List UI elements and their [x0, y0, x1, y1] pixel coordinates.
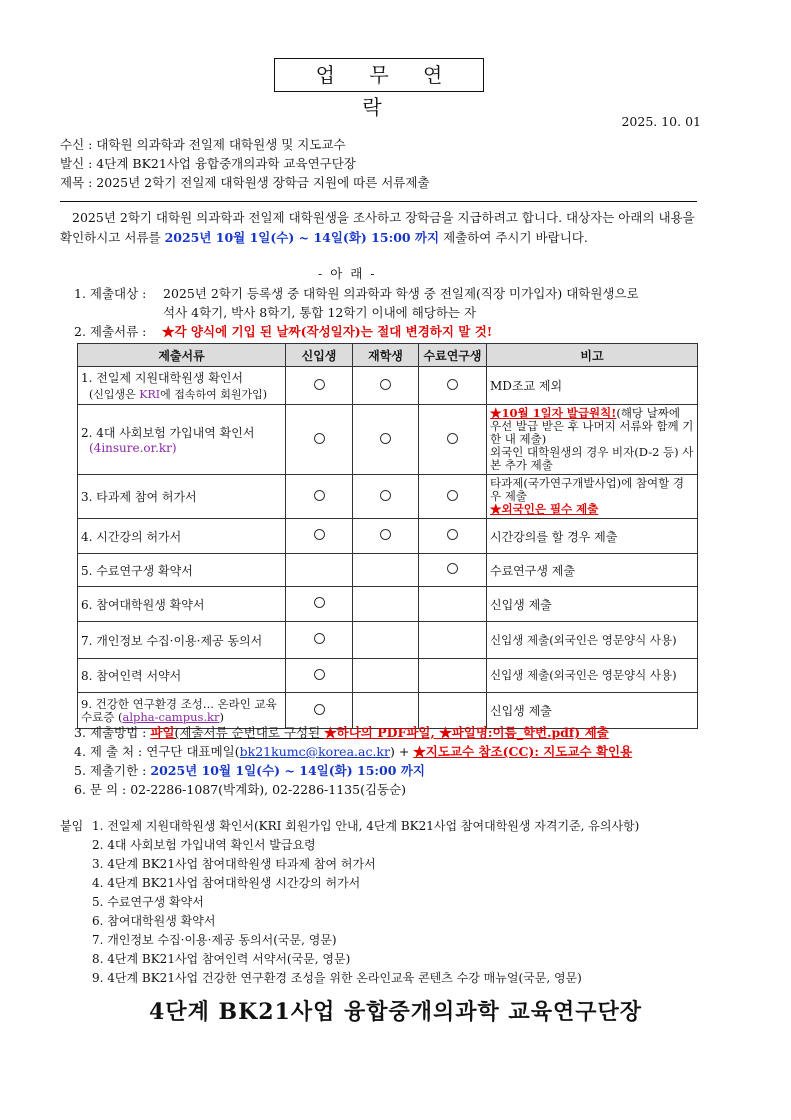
mark-freshman — [286, 554, 353, 587]
remark-cell: ★10월 1일자 발급원칙!(해당 날짜에 우선 발급 받은 후 나머지 서류와 함께 기한 내 제출) 외국인 대학원생의 경우 비자(D-2 등) 사본 추가 제출 — [487, 405, 698, 475]
mark-enrolled — [353, 622, 419, 659]
mark-freshman — [286, 367, 353, 405]
center-label: - 아 래 - — [318, 266, 377, 281]
mark-completion — [419, 367, 487, 405]
mark-completion — [419, 587, 487, 622]
remark-cell: 수료연구생 제출 — [487, 554, 698, 587]
intro-text-1: 2025년 2학기 대학원 의과학과 전일제 대학원생을 조사하고 장학금을 지급하려고 합니다. 대상자는 아래의 내용을 확인하시고 서류를 — [60, 210, 695, 245]
document-title: 업 무 연 락 — [274, 58, 484, 92]
table-header-row — [78, 344, 698, 367]
doc-cell: 6. 참여대학원생 확약서 — [78, 587, 286, 622]
method-line: 3. 제출방법 : 파일(제출서류 순번대로 구성된 ★하나의 PDF파일, ★파일명:이름_학번.pdf) 제출 — [74, 725, 609, 740]
document-date: 2025. 10. 01 — [621, 114, 701, 129]
item-1-label: 1. 제출대상 : — [74, 286, 147, 301]
destination-line: 4. 제 출 처 : 연구단 대표메일(bk21kumc@korea.ac.kr) + ★지도교수 참조(CC): 지도교수 확인용 — [74, 744, 633, 759]
attachment-item: 5. 수료연구생 확약서 — [92, 895, 204, 909]
circle-mark-icon — [447, 490, 458, 501]
mark-completion — [419, 554, 487, 587]
circle-mark-icon — [314, 529, 325, 540]
doc-cell: 5. 수료연구생 확약서 — [78, 554, 286, 587]
mark-enrolled — [353, 554, 419, 587]
circle-mark-icon — [380, 529, 391, 540]
circle-mark-icon — [314, 633, 325, 644]
intro-deadline: 2025년 10월 1일(수) ~ 14일(화) 15:00 까지 — [164, 230, 440, 245]
attachment-item: 9. 4단계 BK21사업 건강한 연구환경 조성을 위한 온라인교육 콘텐츠 수강 매뉴얼(국문, 영문) — [92, 971, 582, 985]
table-row — [78, 519, 698, 554]
remark-cell: MD조교 제외 — [487, 367, 698, 405]
remark-cell: 타과제(국가연구개발사업)에 참여할 경우 제출 ★외국인은 필수 제출 — [487, 475, 698, 519]
remark-cell: 신입생 제출 — [487, 693, 698, 729]
table-row — [78, 475, 698, 519]
circle-mark-icon — [380, 379, 391, 390]
doc-cell: 2. 4대 사회보험 가입내역 확인서 (4insure.or.kr) — [78, 405, 286, 475]
mark-enrolled — [353, 587, 419, 622]
alpha-campus-link[interactable]: alpha-campus.kr — [122, 709, 220, 724]
attachment-item: 2. 4대 사회보험 가입내역 확인서 발급요령 — [92, 838, 316, 852]
attachment-item: 4. 4단계 BK21사업 참여대학원생 시간강의 허가서 — [92, 876, 361, 890]
circle-mark-icon — [314, 490, 325, 501]
divider-line — [60, 201, 697, 202]
circle-mark-icon — [447, 379, 458, 390]
doc-cell: 4. 시간강의 허가서 — [78, 519, 286, 554]
circle-mark-icon — [380, 490, 391, 501]
table-row — [78, 622, 698, 659]
table-row — [78, 554, 698, 587]
remark-cell: 신입생 제출(외국인은 영문양식 사용) — [487, 659, 698, 693]
doc-cell: 7. 개인정보 수집·이용·제공 동의서 — [78, 622, 286, 659]
mark-completion — [419, 475, 487, 519]
circle-mark-icon — [447, 433, 458, 444]
mark-freshman — [286, 519, 353, 554]
documents-table — [77, 343, 698, 729]
4insure-link[interactable]: (4insure.or.kr) — [89, 441, 177, 455]
doc-cell: 1. 전일제 지원대학원생 확인서 (신입생은 KRI에 접속하여 회원가입) — [78, 367, 286, 405]
issuer-signature: 4단계 BK21사업 융합중개의과학 교육연구단장 — [149, 999, 642, 1025]
remark-cell: 신입생 제출 — [487, 587, 698, 622]
mark-enrolled — [353, 475, 419, 519]
circle-mark-icon — [314, 597, 325, 608]
mark-freshman — [286, 622, 353, 659]
item-1-line-2: 석사 4학기, 박사 8학기, 통합 12학기 이내에 해당하는 자 — [163, 305, 477, 320]
attachments-label: 붙임 — [60, 819, 84, 833]
email-link[interactable]: bk21kumc@korea.ac.kr — [239, 744, 390, 759]
header-documents: 제출서류 — [78, 344, 286, 367]
table-row — [78, 367, 698, 405]
subject-line: 제목 : 2025년 2학기 전일제 대학원생 장학금 지원에 따른 서류제출 — [60, 175, 430, 190]
remark-cell: 시간강의를 할 경우 제출 — [487, 519, 698, 554]
kri-link[interactable]: KRI — [139, 388, 161, 401]
attachment-item: 3. 4단계 BK21사업 참여대학원생 타과제 참여 허가서 — [92, 857, 376, 871]
doc-cell: 8. 참여인력 서약서 — [78, 659, 286, 693]
mark-freshman — [286, 587, 353, 622]
header-remarks: 비고 — [487, 344, 698, 367]
table-row — [78, 587, 698, 622]
mark-completion — [419, 659, 487, 693]
circle-mark-icon — [380, 433, 391, 444]
deadline-line: 5. 제출기한 : 2025년 10월 1일(수) ~ 14일(화) 15:00 까지 — [74, 763, 425, 778]
inquiry-line: 6. 문 의 : 02-2286-1087(박계화), 02-2286-1135(김동순) — [74, 782, 407, 797]
circle-mark-icon — [314, 379, 325, 390]
mark-completion — [419, 622, 487, 659]
table-row — [78, 405, 698, 475]
header-enrolled: 재학생 — [353, 344, 419, 367]
circle-mark-icon — [314, 433, 325, 444]
mark-freshman — [286, 475, 353, 519]
item-1-line-1: 2025년 2학기 등록생 중 대학원 의과학과 학생 중 전일제(직장 미가입자) 대학원생으로 — [163, 286, 639, 301]
mark-freshman — [286, 659, 353, 693]
item-2-warning: ★각 양식에 기입 된 날짜(작성일자)는 절대 변경하지 말 것! — [162, 324, 493, 339]
circle-mark-icon — [447, 563, 458, 574]
mark-completion — [419, 405, 487, 475]
mark-enrolled — [353, 519, 419, 554]
recipient-line: 수신 : 대학원 의과학과 전일제 대학원생 및 지도교수 — [60, 137, 346, 152]
sender-line: 발신 : 4단계 BK21사업 융합중개의과학 교육연구단장 — [60, 156, 356, 171]
attachment-item: 8. 4단계 BK21사업 참여인력 서약서(국문, 영문) — [92, 952, 351, 966]
remark-cell: 신입생 제출(외국인은 영문양식 사용) — [487, 622, 698, 659]
mark-freshman — [286, 405, 353, 475]
mark-enrolled — [353, 659, 419, 693]
header-freshman: 신입생 — [286, 344, 353, 367]
attachment-item: 7. 개인정보 수집·이용·제공 동의서(국문, 영문) — [92, 933, 337, 947]
mark-enrolled — [353, 405, 419, 475]
attachment-item: 6. 참여대학원생 확약서 — [92, 914, 216, 928]
mark-completion — [419, 519, 487, 554]
circle-mark-icon — [314, 669, 325, 680]
header-completion-researcher: 수료연구생 — [419, 344, 487, 367]
table-row — [78, 659, 698, 693]
item-2-label: 2. 제출서류 : — [74, 324, 147, 339]
circle-mark-icon — [447, 529, 458, 540]
doc-cell: 9. 건강한 연구환경 조성... 온라인 교육 수료증 (alpha-campus.kr) — [78, 693, 286, 729]
attachment-item: 1. 전일제 지원대학원생 확인서(KRI 회원가입 안내, 4단계 BK21사업 참여대학원생 자격기준, 유의사항) — [92, 819, 640, 833]
mark-enrolled — [353, 367, 419, 405]
intro-paragraph — [60, 208, 700, 248]
intro-text-2: 제출하여 주시기 바랍니다. — [439, 230, 588, 245]
doc-cell: 3. 타과제 참여 허가서 — [78, 475, 286, 519]
circle-mark-icon — [314, 704, 325, 715]
